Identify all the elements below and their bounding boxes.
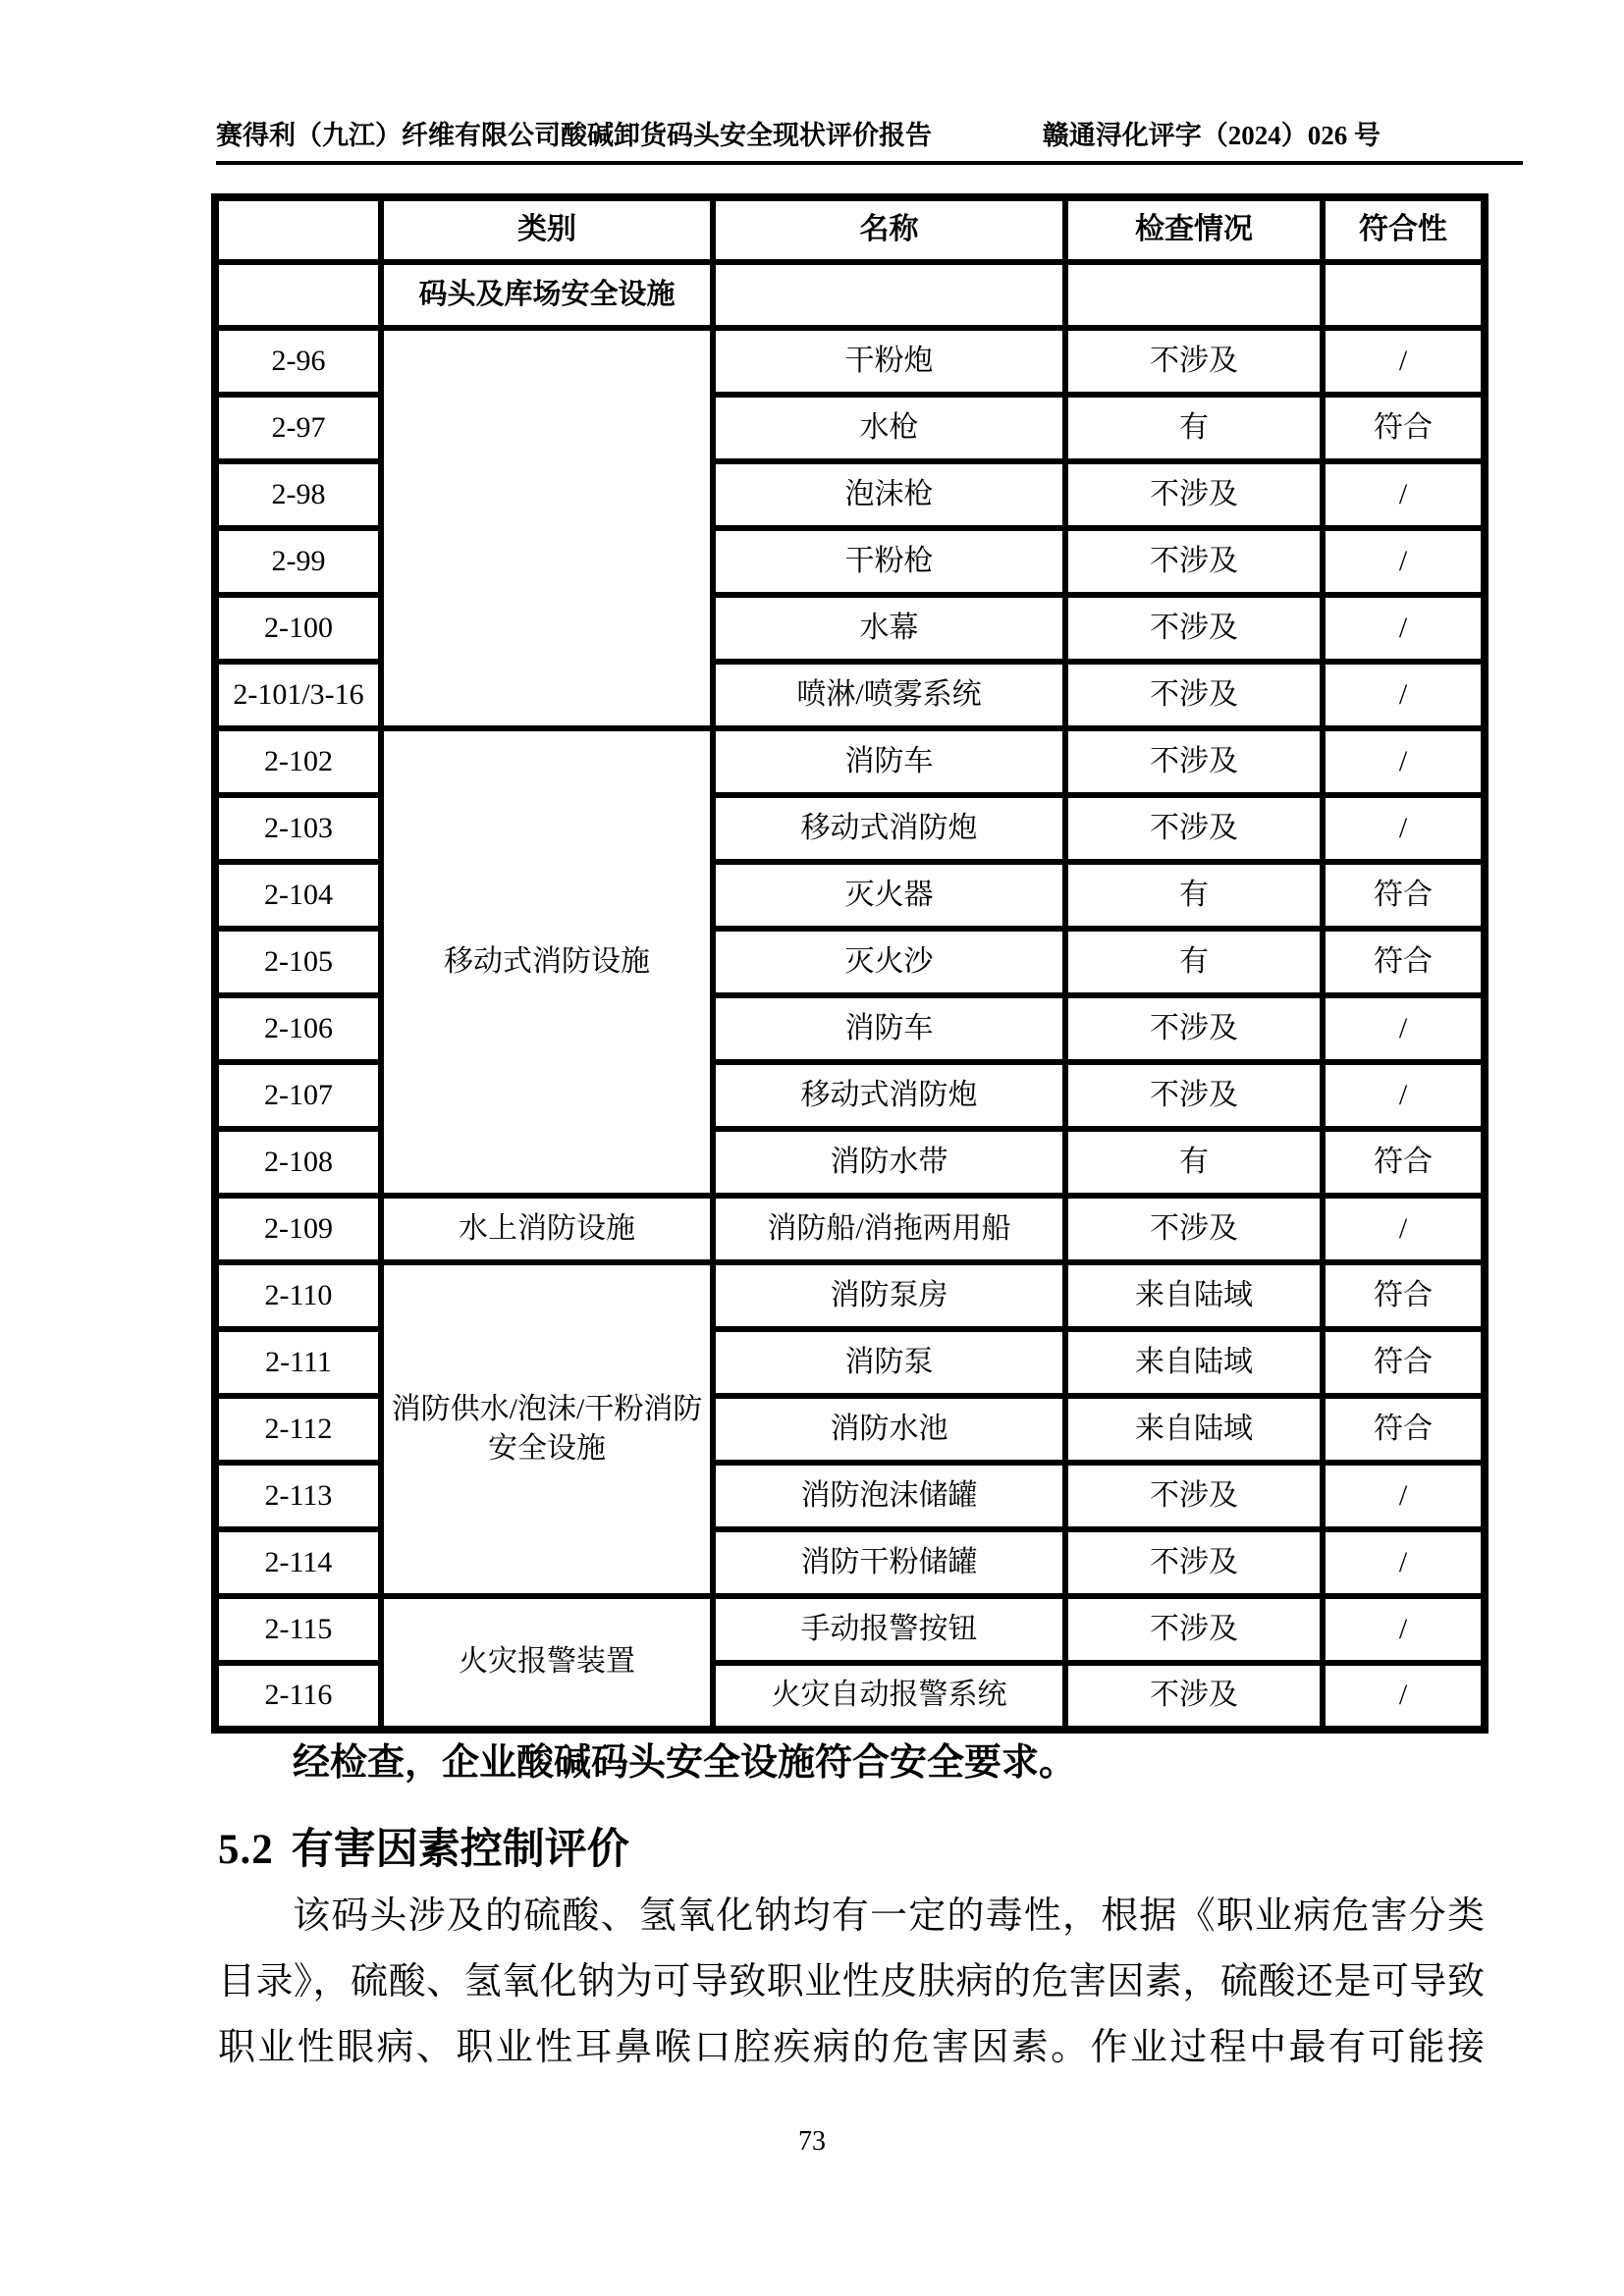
check-cell: 不涉及 xyxy=(1065,1062,1323,1129)
name-cell: 移动式消防炮 xyxy=(713,795,1065,862)
row-id-cell: 2-111 xyxy=(215,1329,381,1396)
conformity-cell: 符合 xyxy=(1323,1396,1485,1463)
page-header xyxy=(216,114,1523,165)
header-row xyxy=(215,197,1485,262)
check-cell: 不涉及 xyxy=(1065,795,1323,862)
column-header-conformity: 符合性 xyxy=(1323,197,1485,262)
check-cell: 来自陆域 xyxy=(1065,1329,1323,1396)
conformity-cell: / xyxy=(1323,728,1485,795)
name-cell: 手动报警按钮 xyxy=(713,1596,1065,1663)
check-cell: 来自陆域 xyxy=(1065,1396,1323,1463)
conformity-cell: 符合 xyxy=(1323,929,1485,995)
row-id-cell: 2-104 xyxy=(215,862,381,929)
conformity-cell: / xyxy=(1323,1596,1485,1663)
check-cell: 有 xyxy=(1065,395,1323,461)
column-header-name: 名称 xyxy=(713,197,1065,262)
conformity-cell: / xyxy=(1323,1663,1485,1730)
conformity-cell: / xyxy=(1323,595,1485,662)
subheader-empty-conformity xyxy=(1323,262,1485,328)
check-cell: 不涉及 xyxy=(1065,995,1323,1062)
subheader-empty-id xyxy=(215,262,381,328)
column-header-check: 检查情况 xyxy=(1065,197,1323,262)
row-id-cell: 2-97 xyxy=(215,395,381,461)
row-id-cell: 2-103 xyxy=(215,795,381,862)
name-cell: 灭火器 xyxy=(713,862,1065,929)
name-cell: 灭火沙 xyxy=(713,929,1065,995)
subheader-empty-name xyxy=(713,262,1065,328)
conformity-cell: / xyxy=(1323,1463,1485,1529)
name-cell: 喷淋/喷雾系统 xyxy=(713,662,1065,728)
subheader-category: 码头及库场安全设施 xyxy=(381,262,713,328)
table-row xyxy=(215,1262,1485,1329)
name-cell: 泡沫枪 xyxy=(713,461,1065,528)
row-id-cell: 2-102 xyxy=(215,728,381,795)
conformity-cell: / xyxy=(1323,795,1485,862)
name-cell: 移动式消防炮 xyxy=(713,1062,1065,1129)
header-doc-number: 赣通浔化评字（2024）026 号 xyxy=(1042,121,1380,150)
conformity-cell: 符合 xyxy=(1323,1329,1485,1396)
conformity-cell: / xyxy=(1323,528,1485,595)
header-report-title: 赛得利（九江）纤维有限公司酸碱卸货码头安全现状评价报告 xyxy=(216,121,932,150)
row-id-cell: 2-110 xyxy=(215,1262,381,1329)
section-number: 5.2 xyxy=(218,1827,274,1873)
row-id-cell: 2-114 xyxy=(215,1529,381,1596)
name-cell: 干粉炮 xyxy=(713,328,1065,395)
row-id-cell: 2-98 xyxy=(215,461,381,528)
name-cell: 消防干粉储罐 xyxy=(713,1529,1065,1596)
table-body xyxy=(215,328,1485,1730)
conformity-cell: 符合 xyxy=(1323,1262,1485,1329)
conformity-cell: / xyxy=(1323,328,1485,395)
category-cell: 移动式消防设施 xyxy=(381,728,713,1196)
check-cell: 不涉及 xyxy=(1065,1463,1323,1529)
name-cell: 消防车 xyxy=(713,995,1065,1062)
conformity-cell: / xyxy=(1323,995,1485,1062)
category-cell: 水上消防设施 xyxy=(381,1196,713,1262)
table-head xyxy=(215,197,1485,328)
row-id-cell: 2-100 xyxy=(215,595,381,662)
row-id-cell: 2-105 xyxy=(215,929,381,995)
subheader-row xyxy=(215,262,1485,328)
table-row xyxy=(215,328,1485,395)
conformity-cell: 符合 xyxy=(1323,862,1485,929)
conformity-cell: 符合 xyxy=(1323,1129,1485,1196)
conformity-cell: / xyxy=(1323,662,1485,728)
name-cell: 消防水带 xyxy=(713,1129,1065,1196)
check-cell: 不涉及 xyxy=(1065,528,1323,595)
row-id-cell: 2-96 xyxy=(215,328,381,395)
table-row xyxy=(215,1596,1485,1663)
check-cell: 不涉及 xyxy=(1065,461,1323,528)
conformity-cell: / xyxy=(1323,1529,1485,1596)
safety-facilities-table xyxy=(211,193,1489,1734)
name-cell: 消防船/消拖两用船 xyxy=(713,1196,1065,1262)
row-id-cell: 2-109 xyxy=(215,1196,381,1262)
row-id-cell: 2-107 xyxy=(215,1062,381,1129)
conformity-cell: / xyxy=(1323,1062,1485,1129)
section-heading xyxy=(218,1816,629,1876)
name-cell: 消防水池 xyxy=(713,1396,1065,1463)
check-cell: 不涉及 xyxy=(1065,1596,1323,1663)
check-cell: 不涉及 xyxy=(1065,728,1323,795)
table-row xyxy=(215,728,1485,795)
check-cell: 来自陆域 xyxy=(1065,1262,1323,1329)
category-cell: 消防供水/泡沫/干粉消防安全设施 xyxy=(381,1262,713,1596)
subheader-empty-check xyxy=(1065,262,1323,328)
check-cell: 不涉及 xyxy=(1065,328,1323,395)
name-cell: 火灾自动报警系统 xyxy=(713,1663,1065,1730)
row-id-cell: 2-108 xyxy=(215,1129,381,1196)
table-row xyxy=(215,1196,1485,1262)
conformity-cell: / xyxy=(1323,1196,1485,1262)
row-id-cell: 2-99 xyxy=(215,528,381,595)
check-cell: 不涉及 xyxy=(1065,595,1323,662)
row-id-cell: 2-115 xyxy=(215,1596,381,1663)
row-id-cell: 2-106 xyxy=(215,995,381,1062)
check-cell: 有 xyxy=(1065,1129,1323,1196)
check-cell: 有 xyxy=(1065,862,1323,929)
row-id-cell: 2-112 xyxy=(215,1396,381,1463)
conclusion-note: 经检查，企业酸碱码头安全设施符合安全要求。 xyxy=(293,1742,1077,1784)
name-cell: 消防泵 xyxy=(713,1329,1065,1396)
check-cell: 不涉及 xyxy=(1065,1196,1323,1262)
section-title: 有害因素控制评价 xyxy=(291,1827,629,1873)
check-cell: 不涉及 xyxy=(1065,662,1323,728)
column-header-category: 类别 xyxy=(381,197,713,262)
name-cell: 水幕 xyxy=(713,595,1065,662)
row-id-cell: 2-113 xyxy=(215,1463,381,1529)
name-cell: 消防泡沫储罐 xyxy=(713,1463,1065,1529)
row-id-cell: 2-101/3-16 xyxy=(215,662,381,728)
body-paragraph: 该码头涉及的硫酸、氢氧化钠均有一定的毒性，根据《职业病危害分类目录》，硫酸、氢氧化钠为可导致职业性皮肤病的危害因素，硫酸还是可导致职业性眼病、职业性耳鼻喉口腔疾病的危害因素。作业过程中最有可能接 xyxy=(218,1896,1485,2068)
name-cell: 干粉枪 xyxy=(713,528,1065,595)
page-number: 73 xyxy=(798,2126,826,2157)
conformity-cell: / xyxy=(1323,461,1485,528)
column-header-id xyxy=(215,197,381,262)
category-cell xyxy=(381,328,713,728)
check-cell: 有 xyxy=(1065,929,1323,995)
name-cell: 消防车 xyxy=(713,728,1065,795)
check-cell: 不涉及 xyxy=(1065,1663,1323,1730)
category-cell: 火灾报警装置 xyxy=(381,1596,713,1730)
name-cell: 消防泵房 xyxy=(713,1262,1065,1329)
name-cell: 水枪 xyxy=(713,395,1065,461)
conformity-cell: 符合 xyxy=(1323,395,1485,461)
row-id-cell: 2-116 xyxy=(215,1663,381,1730)
check-cell: 不涉及 xyxy=(1065,1529,1323,1596)
